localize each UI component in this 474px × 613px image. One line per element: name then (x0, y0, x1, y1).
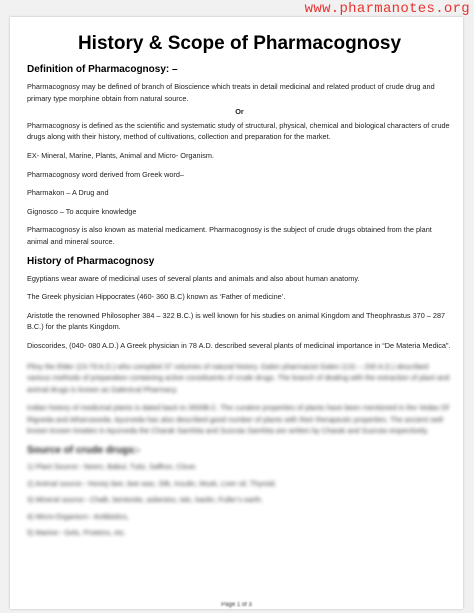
source-item-micro-organism: 4) Micro-Organism:- Antibiotics, (27, 511, 129, 521)
page-content (27, 17, 452, 539)
material-medicament-paragraph: Pharmacognosy is also known as material medicament. Pharmacognosy is the subject of crude drugs obtained from the plant animal and mineral source. (27, 225, 432, 246)
source-item-plant: 1) Plant Source:- Neem, Babul, Tulsi, Saffron, Clove. (27, 462, 198, 472)
greek-origin-line: Pharmacognosy word derived from Greek word– (27, 169, 184, 179)
document-page (10, 17, 463, 609)
egyptians-line: Egyptians wear aware of medicinal uses of several plants and animals and also about human anatomy. (27, 273, 360, 283)
or-separator: Or (235, 107, 244, 117)
blurred-preview-section (27, 361, 452, 540)
source-heading: Source of crude drugs:- (27, 445, 141, 457)
dioscorides-paragraph: Dioscorides, (040- 080 A.D.) A Greek physician in 78 A.D. described several plants of medicinal importance in “De Materia Medica”. (27, 340, 451, 350)
source-item-mineral: 3) Mineral source:- Chalk, bentonite, asbestos, talc, kaolin, Fuller’s earth. (27, 495, 263, 505)
page-footer: Page 1 of 3 (221, 602, 252, 608)
definition-heading: Definition of Pharmacognosy: – (27, 64, 178, 75)
definition-paragraph-2: Pharmacognosy is defined as the scientific and systematic study of structural, physical, chemical and biological characters of crude drugs along with their history, method of cultivations, collection and preparation for the market. (27, 120, 450, 142)
aristotle-paragraph: Aristotle the renowned Philosopher 384 – 322 B.C.) is well known for his studies on animal Kingdom and Theophrastus 370 – 287 B.C.) for the plants Kingdom. (27, 310, 446, 332)
gignosco-line: Gignosco – To acquire knowledge (27, 206, 137, 216)
indian-history-paragraph: Indian history of medicinal plants is dated back to 3500B.C. The curative properties of plants have been mentioned in the Vedas Of Rigveda and Atharvaveda. Ayurveda has also described good number of plants with their therapeutic properties. The ancient well known known treaties in Ayurveda the Charak Samhita and Susruta Samhita are written by Charak and Susruta respectively. (27, 403, 449, 436)
pharmakon-line: Pharmakon – A Drug and (27, 188, 109, 198)
source-item-animal: 2) Animal source:- Honey bee, bee wax, Silk, Insulin, Musk, Liver oil, Thyroid. (27, 478, 277, 488)
history-heading: History of Pharmacognosy (27, 255, 155, 267)
hippocrates-line: The Greek physician Hippocrates (460- 360 B.C) known as ‘Father of medicine’. (27, 292, 286, 302)
pliny-paragraph: Pliny the Elder (23-79 A.D.) who compiled 37 volumes of natural history. Galen pharmacist Galen (131 – 200 A.D.) described various methods of preparation containing active constituents of crude drugs. The branch of dealing with the extraction of plant and animal drugs is known as Galenical Pharmacy. (27, 361, 450, 394)
examples-line: EX- Mineral, Marine, Plants, Animal and Micro- Organism. (27, 150, 214, 160)
page-title: History & Scope of Pharmacognosy (77, 33, 402, 54)
source-item-marine: 5) Marine:- Gels, Proteins, etc. (27, 528, 126, 538)
definition-paragraph-1: Pharmacognosy may be defined of branch of Bioscience which treats in detail medicinal and related product of crude drug and primary type morphine obtain from natural source. (27, 82, 435, 103)
watermark: www.pharmanotes.org (304, 1, 470, 17)
